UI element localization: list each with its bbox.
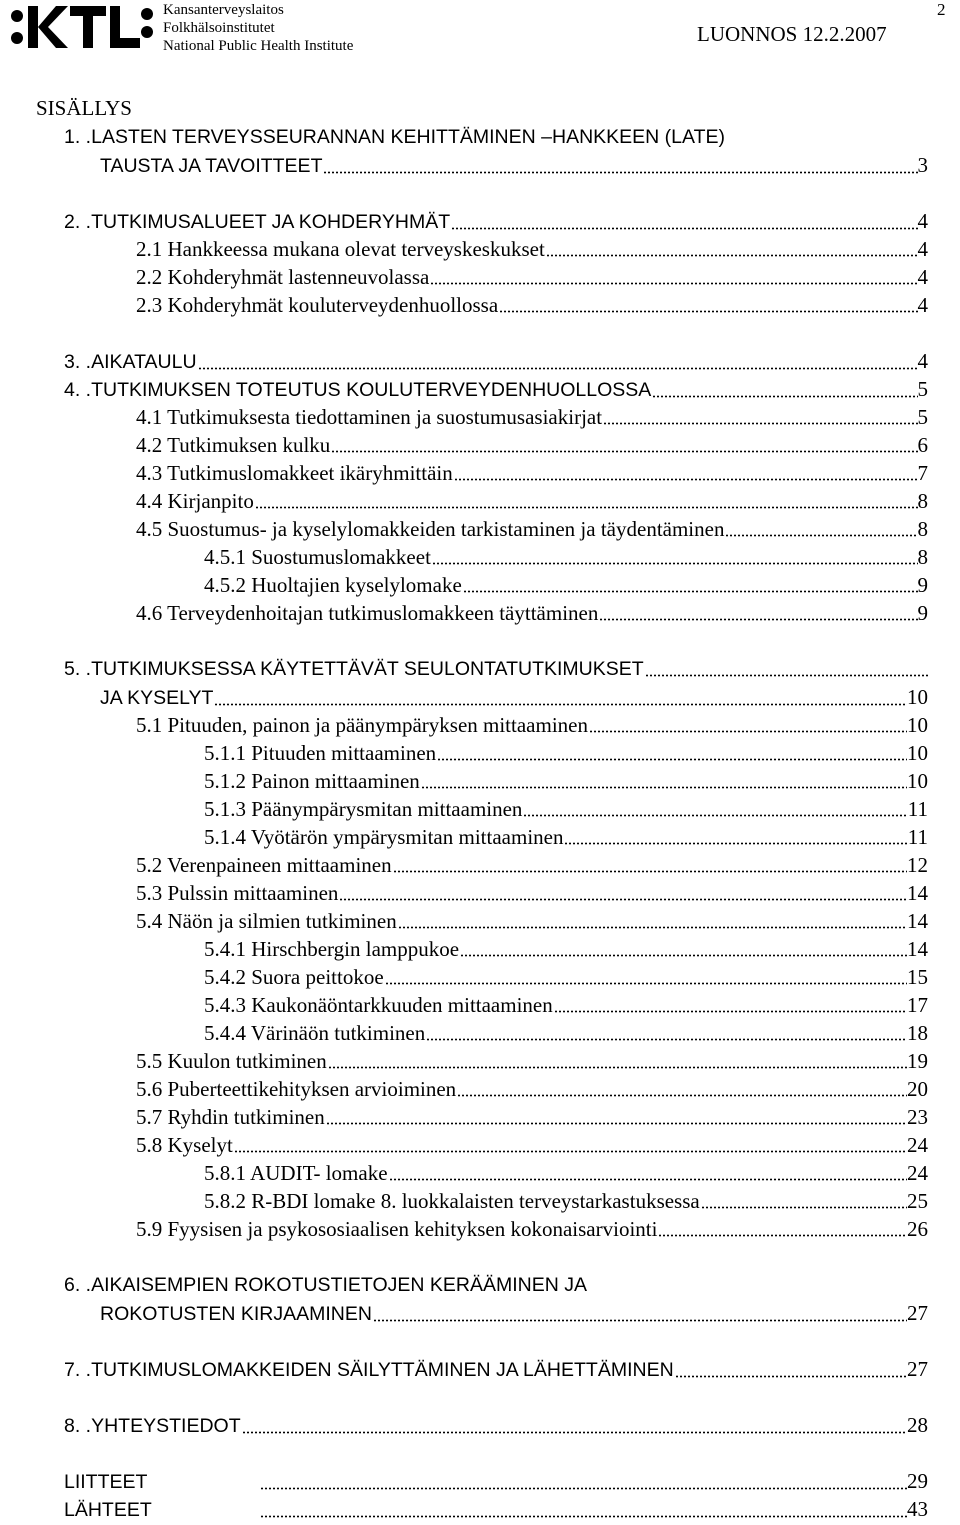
dot-leader	[373, 1305, 907, 1322]
toc-entry-page: 8	[917, 489, 928, 513]
toc-entry-page: 10	[907, 741, 928, 765]
toc-entry[interactable]	[136, 1216, 928, 1242]
toc-entry-page: 12	[907, 853, 928, 877]
institute-name-sv: Folkhälsoinstitutet	[163, 20, 275, 36]
toc-entry[interactable]	[136, 880, 928, 906]
dot-leader	[701, 1192, 907, 1209]
toc-entry-page: 23	[907, 1105, 928, 1129]
toc-entry-title: 4.6 Terveydenhoitajan tutkimuslomakkeen täyttäminen	[136, 601, 599, 625]
toc-entry-page: 9	[917, 573, 928, 597]
toc-entry[interactable]	[64, 1468, 928, 1495]
dot-leader	[457, 1080, 907, 1097]
toc-entry-page: 4	[917, 209, 928, 233]
toc-entry[interactable]	[204, 768, 928, 794]
dot-leader	[725, 520, 917, 537]
dot-leader	[260, 1501, 907, 1518]
toc-entry-title: 4. .TUTKIMUKSEN TOTEUTUS KOULUTERVEYDENHUOLLOSSA	[64, 379, 652, 401]
toc-entry-title: 5.6 Puberteettikehityksen arvioiminen	[136, 1077, 457, 1101]
toc-entry[interactable]	[64, 376, 928, 403]
toc-entry-title: 4.5.2 Huoltajien kyselylomake	[204, 573, 462, 597]
dot-leader	[393, 856, 907, 873]
dot-leader	[432, 548, 918, 565]
toc-entry[interactable]	[136, 516, 928, 542]
toc-entry[interactable]	[204, 740, 928, 766]
toc-entry[interactable]	[136, 404, 928, 430]
toc-entry-title: 5.4.3 Kaukonäöntarkkuuden mittaaminen	[204, 993, 553, 1017]
dot-leader	[437, 744, 907, 761]
toc-entry-page: 11	[907, 825, 928, 849]
draft-label: LUONNOS 12.2.2007	[697, 22, 887, 46]
dot-leader	[652, 381, 917, 398]
toc-entry-title: 5.1.2 Painon mittaaminen	[204, 769, 420, 793]
toc-entry[interactable]	[64, 1496, 928, 1523]
dot-leader	[331, 436, 917, 453]
toc-entry[interactable]	[64, 348, 928, 375]
toc-entry-title: 5.1.3 Päänympärysmitan mittaaminen	[204, 797, 523, 821]
toc-entry-page: 27	[907, 1301, 928, 1325]
toc-entry[interactable]	[204, 572, 928, 598]
toc-entry-title: 1. .LASTEN TERVEYSSEURANNAN KEHITTÄMINEN –HANKKEEN (LATE)	[64, 126, 725, 148]
toc-entry-page: 14	[907, 909, 928, 933]
dot-leader	[451, 213, 917, 230]
toc-heading: SISÄLLYS	[36, 96, 132, 120]
toc-entry-title: 4.3 Tutkimuslomakkeet ikäryhmittäin	[136, 461, 453, 485]
dot-leader	[658, 1220, 907, 1237]
dot-leader	[234, 1136, 907, 1153]
dot-leader	[499, 296, 917, 313]
dot-leader	[589, 716, 907, 733]
toc-entry-page: 26	[907, 1217, 928, 1241]
toc-entry-page: 10	[907, 713, 928, 737]
toc-entry[interactable]	[64, 124, 725, 150]
dot-leader	[523, 800, 907, 817]
dot-leader	[645, 660, 928, 677]
toc-entry-page: 25	[907, 1189, 928, 1213]
toc-entry[interactable]	[64, 208, 928, 235]
dot-leader	[255, 492, 918, 509]
toc-entry[interactable]	[204, 824, 928, 850]
toc-entry-page: 10	[907, 685, 928, 709]
toc-entry[interactable]	[64, 1272, 587, 1298]
dot-leader	[460, 940, 907, 957]
toc-entry-title: 5.3 Pulssin mittaaminen	[136, 881, 339, 905]
toc-entry[interactable]	[204, 796, 928, 822]
toc-entry-title: LIITTEET	[64, 1471, 148, 1493]
toc-entry[interactable]	[204, 544, 928, 570]
dot-leader	[426, 1024, 907, 1041]
toc-entry-page: 3	[917, 153, 928, 177]
toc-entry[interactable]	[204, 936, 928, 962]
toc-entry[interactable]	[204, 964, 928, 990]
toc-entry[interactable]	[64, 1412, 928, 1439]
dot-leader	[323, 157, 917, 174]
toc-entry-title: 5.8 Kyselyt	[136, 1133, 233, 1157]
toc-entry[interactable]	[136, 292, 928, 318]
toc-entry-title: 5.8.1 AUDIT- lomake	[204, 1161, 388, 1185]
toc-entry-title: ROKOTUSTEN KIRJAAMINEN	[100, 1303, 372, 1325]
dot-leader	[599, 604, 917, 621]
toc-entry-page: 6	[917, 433, 928, 457]
toc-entry-title: 5.4 Näön ja silmien tutkiminen	[136, 909, 397, 933]
toc-entry-page: 19	[907, 1049, 928, 1073]
toc-entry[interactable]	[204, 1020, 928, 1046]
toc-entry-title: 5.5 Kuulon tutkiminen	[136, 1049, 327, 1073]
dot-leader	[554, 996, 907, 1013]
institute-name-en: National Public Health Institute	[163, 38, 354, 54]
dot-leader	[260, 1473, 907, 1490]
toc-entry-page: 4	[917, 237, 928, 261]
dot-leader	[454, 464, 918, 481]
dot-leader	[421, 772, 907, 789]
toc-entry-title: 4.5 Suostumus- ja kyselylomakkeiden tarkistaminen ja täydentäminen	[136, 517, 725, 541]
dot-leader	[339, 884, 907, 901]
toc-entry[interactable]	[136, 432, 928, 458]
toc-entry-title: 5.8.2 R-BDI lomake 8. luokkalaisten terveystarkastuksessa	[204, 1189, 700, 1213]
toc-entry[interactable]	[204, 992, 928, 1018]
toc-entry[interactable]	[100, 152, 928, 179]
toc-entry-title: 5. .TUTKIMUKSESSA KÄYTETTÄVÄT SEULONTATUTKIMUKSET	[64, 658, 644, 680]
toc-entry-page: 17	[907, 993, 928, 1017]
dot-leader	[389, 1164, 907, 1181]
toc-entry-page: 4	[917, 293, 928, 317]
toc-entry-page: 8	[917, 545, 928, 569]
dot-leader	[546, 240, 918, 257]
toc-entry-title: 4.1 Tutkimuksesta tiedottaminen ja suostumusasiakirjat	[136, 405, 603, 429]
institute-name-fi: Kansanterveyslaitos	[163, 2, 284, 18]
toc-entry-title: LÄHTEET	[64, 1499, 152, 1521]
toc-entry[interactable]	[136, 1076, 928, 1102]
toc-entry-title: 5.1.1 Pituuden mittaaminen	[204, 741, 437, 765]
toc-entry[interactable]	[136, 600, 928, 626]
toc-entry-page: 5	[917, 377, 928, 401]
dot-leader	[385, 968, 907, 985]
toc-entry-title: 5.4.4 Värinäön tutkiminen	[204, 1021, 426, 1045]
toc-entry[interactable]	[136, 1104, 928, 1130]
toc-entry-title: 2. .TUTKIMUSALUEET JA KOHDERYHMÄT	[64, 211, 451, 233]
toc-entry-title: 5.1.4 Vyötärön ympärysmitan mittaaminen	[204, 825, 564, 849]
toc-entry-page: 11	[907, 797, 928, 821]
toc-entry-page: 43	[907, 1497, 928, 1521]
toc-entry-title: 2.2 Kohderyhmät lastenneuvolassa	[136, 265, 430, 289]
toc-entry-title: 4.2 Tutkimuksen kulku	[136, 433, 331, 457]
toc-entry-page: 7	[917, 461, 928, 485]
dot-leader	[328, 1052, 907, 1069]
dot-leader	[214, 689, 907, 706]
toc-entry-title: 5.4.2 Suora peittokoe	[204, 965, 384, 989]
toc-entry-page: 24	[907, 1133, 928, 1157]
toc-entry[interactable]	[136, 908, 928, 934]
toc-entry-title: 2.1 Hankkeessa mukana olevat terveyskeskukset	[136, 237, 545, 261]
toc-entry[interactable]	[136, 1048, 928, 1074]
dot-leader	[675, 1361, 907, 1378]
toc-entry-page: 15	[907, 965, 928, 989]
toc-entry-title: TAUSTA JA TAVOITTEET	[100, 155, 323, 177]
toc-entry-page: 29	[907, 1469, 928, 1493]
toc-entry-page: 18	[907, 1021, 928, 1045]
toc-entry-title: 3. .AIKATAULU	[64, 351, 197, 373]
toc-entry-page: 4	[917, 265, 928, 289]
dot-leader	[430, 268, 917, 285]
toc-entry-title: 6. .AIKAISEMPIEN ROKOTUSTIETOJEN KERÄÄMINEN JA	[64, 1274, 587, 1296]
dot-leader	[242, 1417, 907, 1434]
dot-leader	[398, 912, 907, 929]
toc-entry-page: 27	[907, 1357, 928, 1381]
toc-entry-title: JA KYSELYT	[100, 687, 214, 709]
dot-leader	[198, 353, 918, 370]
toc-entry-title: 4.5.1 Suostumuslomakkeet	[204, 545, 431, 569]
page-number: 2	[937, 0, 946, 19]
dot-leader	[564, 828, 907, 845]
toc-entry-title: 5.4.1 Hirschbergin lamppukoe	[204, 937, 460, 961]
toc-entry-page: 10	[907, 769, 928, 793]
toc-entry-title: 5.9 Fyysisen ja psykososiaalisen kehityksen kokonaisarviointi	[136, 1217, 658, 1241]
toc-entry[interactable]	[136, 460, 928, 486]
toc-entry-title: 4.4 Kirjanpito	[136, 489, 254, 513]
toc-entry-page: 20	[907, 1077, 928, 1101]
dot-leader	[463, 576, 918, 593]
toc-entry[interactable]	[100, 684, 928, 711]
toc-entry[interactable]	[136, 236, 928, 262]
toc-entry[interactable]	[136, 264, 928, 290]
toc-entry-title: 5.7 Ryhdin tutkiminen	[136, 1105, 325, 1129]
dot-leader	[326, 1108, 907, 1125]
toc-entry[interactable]	[64, 656, 928, 682]
toc-entry[interactable]	[136, 852, 928, 878]
toc-entry-title: 2.3 Kohderyhmät kouluterveydenhuollossa	[136, 293, 499, 317]
toc-entry-title: 5.1 Pituuden, painon ja päänympäryksen mittaaminen	[136, 713, 588, 737]
toc-entry[interactable]	[136, 1132, 928, 1158]
toc-entry-page: 28	[907, 1413, 928, 1437]
toc-entry-page: 14	[907, 881, 928, 905]
toc-entry-page: 24	[907, 1161, 928, 1185]
toc-entry-title: 8. .YHTEYSTIEDOT	[64, 1415, 241, 1437]
toc-entry[interactable]	[100, 1300, 928, 1327]
toc-entry-page: 14	[907, 937, 928, 961]
toc-entry-title: 7. .TUTKIMUSLOMAKKEIDEN SÄILYTTÄMINEN JA LÄHETTÄMINEN	[64, 1359, 674, 1381]
toc-entry[interactable]	[204, 1160, 928, 1186]
toc-entry[interactable]	[136, 712, 928, 738]
toc-entry-page: 8	[917, 517, 928, 541]
toc-entry-page: 9	[917, 601, 928, 625]
toc-entry[interactable]	[136, 488, 928, 514]
toc-entry[interactable]	[204, 1188, 928, 1214]
toc-entry-page: 5	[917, 405, 928, 429]
toc-entry-title: 5.2 Verenpaineen mittaaminen	[136, 853, 392, 877]
toc-entry-page: 4	[917, 349, 928, 373]
dot-leader	[603, 408, 917, 425]
toc-entry[interactable]	[64, 1356, 928, 1383]
